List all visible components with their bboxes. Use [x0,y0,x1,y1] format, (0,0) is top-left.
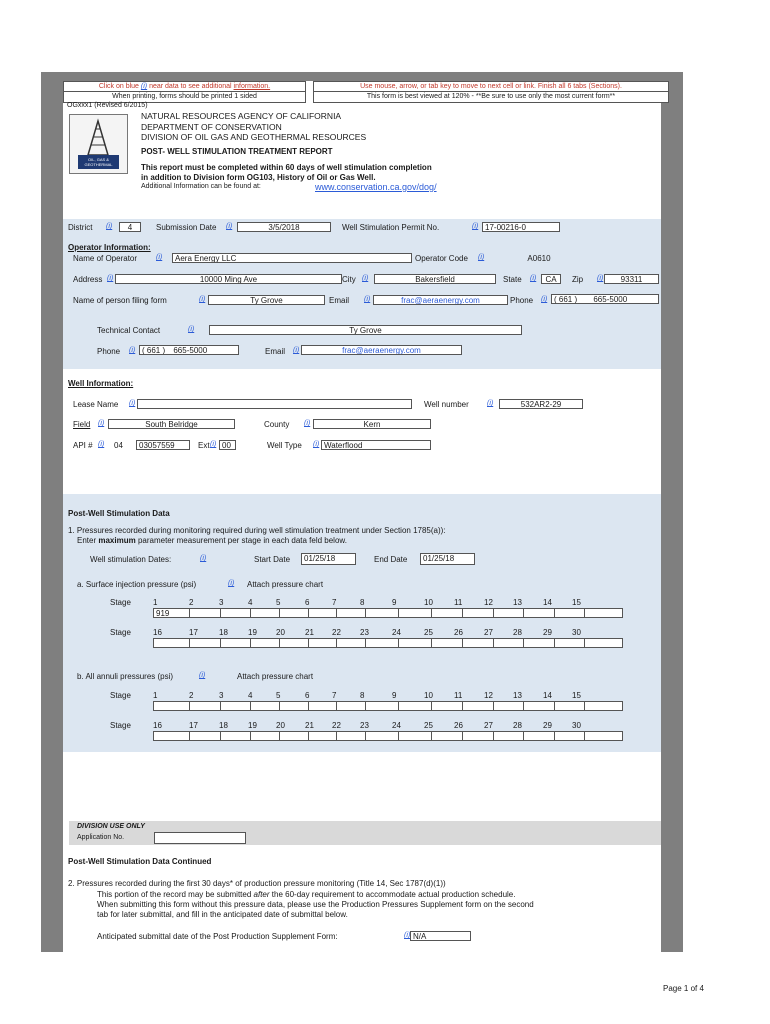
submission-date-info-link[interactable]: (i) [226,223,233,230]
submission-date-field[interactable]: 3/5/2018 [237,222,331,232]
stage-number: 21 [305,628,314,637]
banner-left-info-link[interactable]: information. [233,83,271,90]
stage-number: 28 [513,721,522,730]
instruction-line-2: in addition to Division form OG103, History of Oil or Gas Well. [141,173,376,182]
item1-line1: 1. Pressures recorded during monitoring required during well stimulation treatment under Section 1785(a)): [68,526,446,535]
form-id: OGxxx1 (Revised 6/2015) [67,102,148,109]
annuli-attach-label: Attach pressure chart [237,672,314,681]
filer-email-field[interactable]: frac@aeraenergy.com [373,295,508,305]
api-label: API # [73,441,93,450]
item2-line4: tab for later submittal, and fill in the anticipated date of submittal below. [97,910,348,919]
stage-number: 8 [360,598,365,607]
page-frame-top [41,72,683,81]
stage-number: 28 [513,628,522,637]
api-info-link[interactable]: (i) [98,441,105,448]
filer-info-link[interactable]: (i) [199,296,206,303]
lease-name-field[interactable] [137,399,412,409]
end-date-field[interactable]: 01/25/18 [420,553,475,565]
anticipated-date-field[interactable]: N/A [410,931,471,941]
banner-right [313,81,669,103]
stage-number: 5 [276,598,281,607]
stage-pressure-field[interactable] [584,608,623,618]
lease-name-label: Lease Name [73,400,119,409]
stage-pressure-field[interactable] [220,638,251,648]
stage-pressure-field[interactable] [554,608,585,618]
conservation-url-link[interactable]: www.conservation.ca.gov/dog/ [315,182,437,192]
stage-number: 25 [424,628,433,637]
item2-line2-post: the 60-day requirement to accommodate actual production schedule. [271,890,516,899]
surface-pressure-info-link[interactable]: (i) [228,580,235,587]
tech-email-field[interactable]: frac@aeraenergy.com [301,345,462,355]
info-link[interactable]: (i) [140,83,148,90]
stage-number: 10 [424,691,433,700]
stage-number: 23 [360,628,369,637]
city-info-link[interactable]: (i) [362,275,369,282]
stage-number: 21 [305,721,314,730]
tech-email-info-link[interactable]: (i) [293,347,300,354]
stage-number: 1 [153,691,158,700]
stage-number: 17 [189,628,198,637]
permit-field[interactable]: 17-00216-0 [482,222,560,232]
stage-number: 18 [219,721,228,730]
stage-pressure-field[interactable] [462,731,494,741]
well-type-info-link[interactable]: (i) [313,441,320,448]
tech-phone-info-link[interactable]: (i) [129,347,136,354]
banner-left-top-mid: near data to see additional [149,83,232,90]
stage-pressure-field[interactable] [462,701,494,711]
stage-pressure-field[interactable] [336,638,366,648]
filer-field[interactable]: Ty Grove [208,295,325,305]
annuli-pressure-row1 [153,701,622,711]
field-name-field[interactable]: South Belridge [108,419,235,429]
stage-number: 3 [219,598,224,607]
permit-info-link[interactable]: (i) [472,223,479,230]
stage-number: 19 [248,628,257,637]
technical-contact-label: Technical Contact [97,326,161,335]
stage-pressure-field[interactable] [493,638,524,648]
agency-name: NATURAL RESOURCES AGENCY OF CALIFORNIA [141,111,342,121]
stage-pressure-field[interactable] [462,608,494,618]
item2-line2 [97,890,515,899]
page-frame-right [661,72,683,952]
stage-number: 27 [484,721,493,730]
stage-pressure-field[interactable] [220,731,251,741]
filer-phone-info-link[interactable]: (i) [541,296,548,303]
stage-pressure-field[interactable] [398,638,432,648]
zip-info-link[interactable]: (i) [597,275,604,282]
well-type-field[interactable]: Waterflood [321,440,431,450]
stage-number: 22 [332,628,341,637]
stage-number: 4 [248,598,253,607]
stage-number: 11 [454,598,463,607]
stage-pressure-field[interactable] [431,731,463,741]
stage-number: 13 [513,598,522,607]
surface-attach-label: Attach pressure chart [247,580,324,589]
stage-number: 15 [572,598,581,607]
stage-pressure-field[interactable] [584,638,623,648]
stage-pressure-field[interactable] [365,638,399,648]
operator-code-info-link[interactable]: (i) [478,254,485,261]
zip-label: Zip [572,275,584,284]
stage-pressure-field[interactable] [365,731,399,741]
stage-number: 26 [454,628,463,637]
field-info-link[interactable]: (i) [98,420,105,427]
anticipated-date-label: Anticipated submittal date of the Post Production Supplement Form: [97,932,338,941]
instruction-line-1: This report must be completed within 60 days of well stimulation completion [141,163,432,172]
stage-number: 6 [305,598,310,607]
stage-number: 20 [276,628,285,637]
filer-phone-area: ( 661 ) [554,295,578,304]
lease-name-info-link[interactable]: (i) [129,400,136,407]
stage-number: 5 [276,691,281,700]
stage-number: 2 [189,691,194,700]
filer-email-label: Email [329,296,350,305]
stage-number: 2 [189,598,194,607]
stage-number: 24 [392,721,401,730]
technical-contact-info-link[interactable]: (i) [188,326,195,333]
stage-number: 12 [484,598,493,607]
annuli-pressure-row2 [153,731,622,741]
stage-number: 27 [484,628,493,637]
stage-number: 6 [305,691,310,700]
item2-line2-italic: after [253,890,270,899]
well-number-info-link[interactable]: (i) [487,400,494,407]
stage-pressure-field[interactable] [189,638,221,648]
stage-pressure-field[interactable] [523,701,555,711]
field-label: Field [73,420,91,429]
stage-number: 29 [543,628,552,637]
stage-pressure-field[interactable] [554,731,585,741]
stage-number: 4 [248,691,253,700]
stage-pressure-field[interactable] [365,701,399,711]
banner-right-bottom: This form is best viewed at 120% - **Be sure to use only the most current form** [314,91,668,101]
stage-pressure-field[interactable] [398,701,432,711]
stage-pressure-field[interactable] [279,638,309,648]
logo-text: OIL, GAS & GEOTHERMAL [84,157,113,167]
instructions [141,163,432,183]
continued-title: Post-Well Stimulation Data Continued [68,857,212,866]
api-prefix: 04 [114,441,123,450]
stage-pressure-field[interactable] [554,701,585,711]
county-label: County [264,420,290,429]
city-label: City [342,275,356,284]
stage-number: 26 [454,721,463,730]
stage-label: Stage [110,721,131,730]
surface-pressure-label: a. Surface injection pressure (psi) [77,580,197,589]
form-title: POST- WELL STIMULATION TREATMENT REPORT [141,147,333,156]
division-use-title: DIVISION USE ONLY [77,823,145,830]
stage-pressure-field[interactable] [308,731,337,741]
stage-label: Stage [110,598,131,607]
well-number-field[interactable]: 532AR2-29 [499,399,583,409]
banner-right-top: Use mouse, arrow, or tab key to move to next cell or link. Finish all 6 tabs (Sections). [360,83,622,90]
application-no-field[interactable] [154,832,246,844]
tech-phone-label: Phone [97,347,121,356]
stage-number: 9 [392,691,397,700]
filer-phone-label: Phone [510,296,534,305]
division-logo [69,114,128,174]
technical-contact-field[interactable]: Ty Grove [209,325,522,335]
address-info-link[interactable]: (i) [107,275,114,282]
operator-name-label: Name of Operator [73,254,138,263]
stage-pressure-field[interactable] [523,731,555,741]
operator-code-label: Operator Code [415,254,468,263]
stage-pressure-field[interactable] [189,701,221,711]
state-info-link[interactable]: (i) [530,275,537,282]
stage-pressure-field[interactable] [584,701,623,711]
additional-info-label: Additional Information can be found at: [141,183,261,190]
stage-number: 20 [276,721,285,730]
stage-pressure-field[interactable] [308,701,337,711]
stage-pressure-field[interactable] [153,701,190,711]
tech-phone-number: 665-5000 [173,346,208,355]
stage-number: 1 [153,598,158,607]
submission-date-label: Submission Date [156,223,217,232]
surface-pressure-row2 [153,638,622,648]
stage-number: 25 [424,721,433,730]
stage-pressure-field[interactable] [523,638,555,648]
stage-pressure-field[interactable] [336,608,366,618]
stage-number: 19 [248,721,257,730]
tech-email-label: Email [265,347,286,356]
post-data-title: Post-Well Stimulation Data [68,509,170,518]
stage-pressure-field[interactable] [365,608,399,618]
filer-email-info-link[interactable]: (i) [364,296,371,303]
address-field[interactable]: 10000 Ming Ave [115,274,342,284]
start-date-field[interactable]: 01/25/18 [301,553,356,565]
stage-number: 11 [454,691,463,700]
page-number: Page 1 of 4 [663,984,704,993]
state-label: State [503,275,522,284]
stage-number: 16 [153,628,162,637]
stage-number: 14 [543,691,552,700]
stage-pressure-field[interactable] [153,731,190,741]
stimulation-dates-label: Well stimulation Dates: [90,555,172,564]
district-field[interactable]: 4 [119,222,141,232]
stage-pressure-field[interactable] [554,638,585,648]
stage-pressure-field[interactable] [189,608,221,618]
stage-number: 8 [360,691,365,700]
stage-label: Stage [110,628,131,637]
filer-phone-number: 665-5000 [593,295,628,304]
stage-number: 17 [189,721,198,730]
stage-number: 10 [424,598,433,607]
filer-phone-field[interactable] [551,294,659,304]
stage-number: 9 [392,598,397,607]
stage-number: 30 [572,721,581,730]
stage-pressure-field[interactable] [431,701,463,711]
stage-number: 29 [543,721,552,730]
stage-pressure-field[interactable] [398,608,432,618]
stage-pressure-field[interactable] [523,608,555,618]
stage-number: 16 [153,721,162,730]
stage-pressure-field[interactable] [336,731,366,741]
page-frame-left [41,72,63,952]
item1-line2-bold: maximum [98,536,136,545]
stage-number: 3 [219,691,224,700]
stage-pressure-field[interactable] [462,638,494,648]
stage-label: Stage [110,691,131,700]
operator-name-info-link[interactable]: (i) [156,254,163,261]
surface-pressure-row1 [153,608,622,618]
operator-section-title: Operator Information: [68,243,151,252]
stage-pressure-field[interactable] [279,608,309,618]
zip-field[interactable]: 93311 [604,274,659,284]
stage-number: 7 [332,598,337,607]
annuli-pressure-info-link[interactable]: (i) [199,672,206,679]
stage-pressure-field[interactable] [308,608,337,618]
anticipated-date-info-link[interactable]: (i) [404,932,411,939]
filer-label: Name of person filing form [73,296,167,305]
stage-number: 24 [392,628,401,637]
county-info-link[interactable]: (i) [304,420,311,427]
stage-number: 30 [572,628,581,637]
well-type-label: Well Type [267,441,302,450]
item1-line2-pre: Enter [77,536,97,545]
banner-left-top-prefix: Click on blue [98,83,139,90]
operator-name-field[interactable]: Aera Energy LLC [172,253,412,263]
division-name: DIVISION OF OIL GAS AND GEOTHERMAL RESOURCES [141,132,367,142]
well-section-title: Well Information: [68,379,134,388]
stage-pressure-field[interactable] [250,608,280,618]
stage-pressure-field[interactable] [189,731,221,741]
state-field[interactable]: CA [541,274,561,284]
start-date-label: Start Date [254,555,291,564]
stage-pressure-field[interactable]: 919 [153,608,190,618]
api-number-field[interactable]: 03057559 [136,440,190,450]
stage-pressure-field[interactable] [493,701,524,711]
item2-line3: When submitting this form without this pressure data, please use the Production Pressures Supplement form on the second [97,900,534,909]
application-no-label: Application No. [77,834,125,841]
stage-number: 12 [484,691,493,700]
item2-line2-pre: This portion of the record may be submitted [97,890,252,899]
department-name: DEPARTMENT OF CONSERVATION [141,121,282,132]
stage-pressure-field[interactable] [250,638,280,648]
permit-label: Well Stimulation Permit No. [342,223,440,232]
banner-left [63,81,306,103]
stage-number: 13 [513,691,522,700]
header-block [141,111,366,143]
stage-pressure-field[interactable] [250,731,280,741]
end-date-label: End Date [374,555,408,564]
stage-number: 22 [332,721,341,730]
stage-pressure-field[interactable] [250,701,280,711]
district-label: District [68,223,93,232]
stage-pressure-field[interactable] [493,731,524,741]
stimulation-dates-info-link[interactable]: (i) [200,555,207,562]
stage-pressure-field[interactable] [431,638,463,648]
item2-line1: 2. Pressures recorded during the first 30 days* of production pressure monitoring (Title 14, Sec 1787(d)(1)) [68,879,446,888]
stage-pressure-field[interactable] [336,701,366,711]
annuli-pressure-label: b. All annuli pressures (psi) [77,672,174,681]
stage-pressure-field[interactable] [431,608,463,618]
banner-left-bottom: When printing, forms should be printed 1 sided [64,91,305,101]
stage-pressure-field[interactable] [220,701,251,711]
district-info-link[interactable]: (i) [106,223,113,230]
stage-pressure-field[interactable] [153,638,190,648]
stage-number: 7 [332,691,337,700]
item1-line2 [77,536,347,545]
tech-phone-field[interactable] [139,345,239,355]
stage-pressure-field[interactable] [308,638,337,648]
ext-info-link[interactable]: (i) [210,441,217,448]
stage-pressure-field[interactable] [584,731,623,741]
stage-number: 14 [543,598,552,607]
stage-pressure-field[interactable] [493,608,524,618]
stage-number: 15 [572,691,581,700]
item1-line2-post: parameter measurement per stage in each data feld below. [137,536,347,545]
county-field[interactable]: Kern [313,419,431,429]
stage-pressure-field[interactable] [398,731,432,741]
city-field[interactable]: Bakersfield [374,274,496,284]
address-label: Address [73,275,103,284]
operator-code-field[interactable]: A0610 [527,254,551,263]
well-number-label: Well number [424,400,469,409]
stage-pressure-field[interactable] [220,608,251,618]
stage-number: 18 [219,628,228,637]
stage-pressure-field[interactable] [279,701,309,711]
ext-label: Ext [198,441,210,450]
stage-number: 23 [360,721,369,730]
ext-field[interactable]: 00 [219,440,236,450]
tech-phone-area: ( 661 ) [142,346,166,355]
stage-pressure-field[interactable] [279,731,309,741]
